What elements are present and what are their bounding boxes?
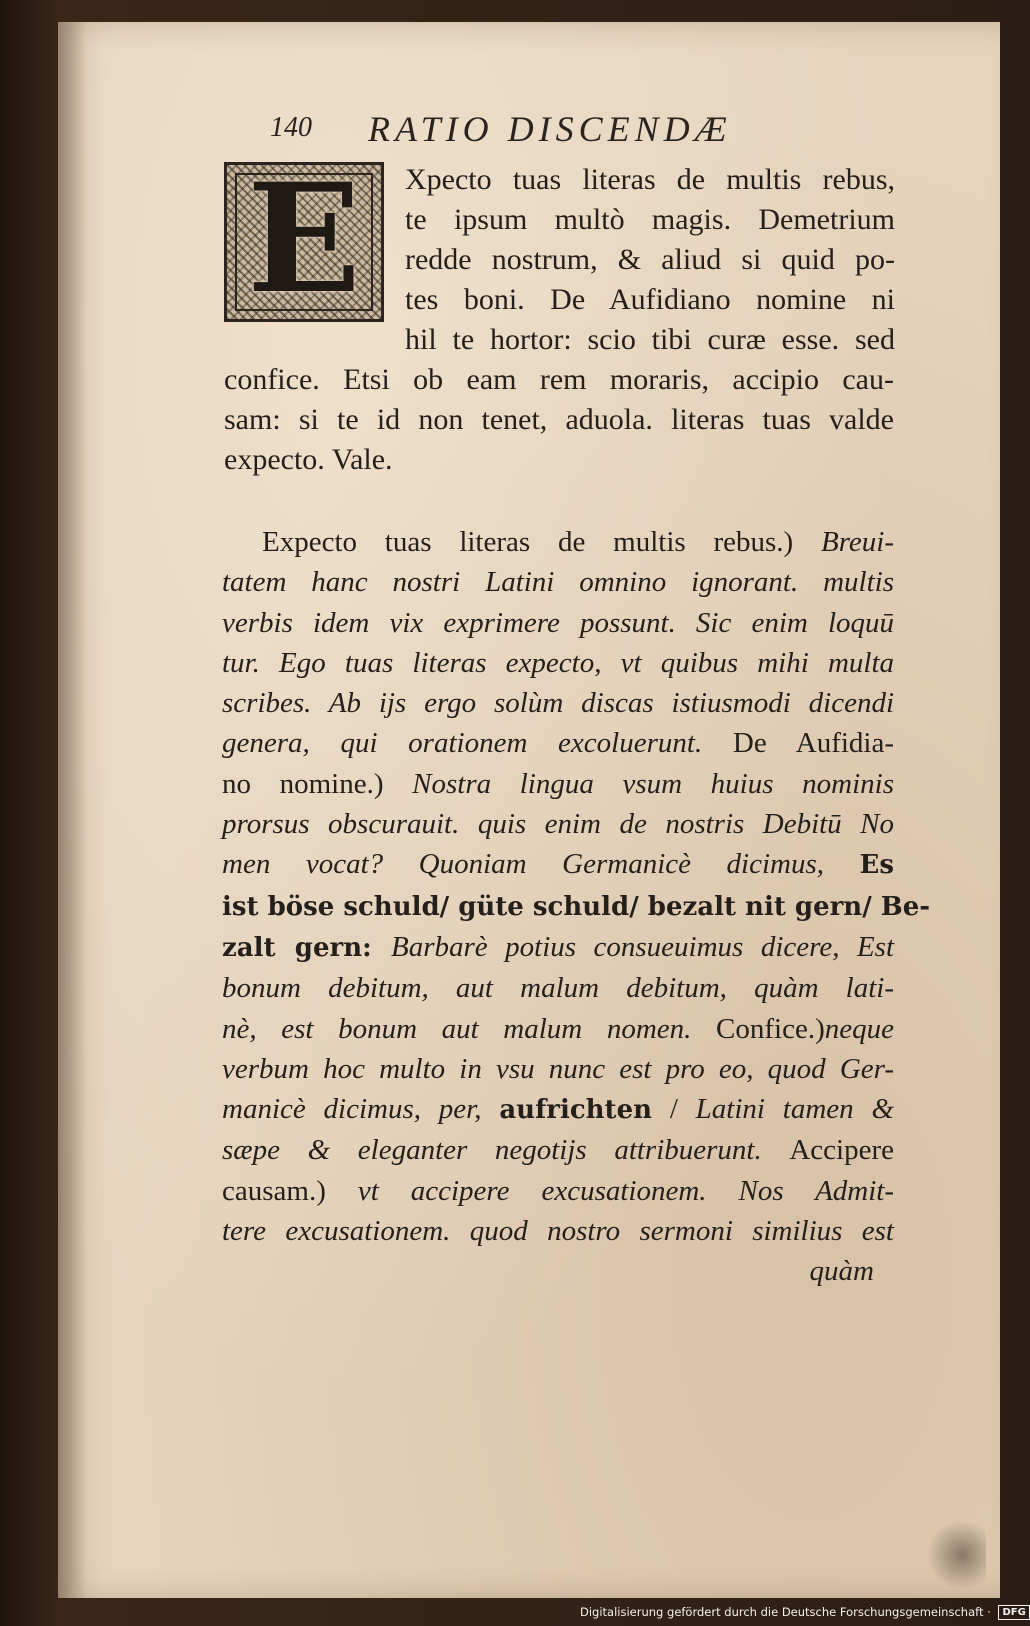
commentary-segment: men vocat? Quoniam Germanicè dicimus, — [222, 848, 860, 881]
commentary-segment: Latini tamen & — [695, 1093, 894, 1126]
commentary-segment: verbis idem vix exprimere possunt. Sic enim loquū — [222, 606, 894, 639]
commentary-line — [222, 968, 894, 1008]
commentary-line — [222, 927, 894, 968]
commentary-line — [222, 683, 894, 723]
letter-line: expecto. Vale. — [224, 443, 393, 476]
commentary-line — [222, 522, 894, 562]
commentary-line — [222, 1171, 894, 1211]
commentary-segment: causam.) — [222, 1174, 358, 1207]
commentary-segment: Nostra lingua vsum huius nominis — [412, 767, 894, 800]
commentary-segment: tere excusationem. quod nostro sermoni similius est — [222, 1215, 894, 1248]
running-title: RATIO DISCENDÆ — [368, 109, 732, 149]
commentary-segment: bonum debitum, aut malum debitum, quàm lati- — [222, 972, 894, 1005]
commentary-segment: vt accipere excusationem. Nos Admit- — [357, 1174, 895, 1207]
letter-line: sam: si te id non tenet, aduola. literas tuas valde — [224, 403, 894, 436]
credit-text: Digitalisierung gefördert durch die Deutsche Forschungsgemeinschaft · — [580, 1605, 991, 1619]
commentary-segment: verbum hoc multo in vsu nunc est pro eo, quod Ger- — [222, 1052, 894, 1085]
commentary-block — [222, 522, 931, 1292]
commentary-segment: sæpe & eleganter negotijs attribuerunt. — [222, 1134, 790, 1167]
commentary-segment: Barbarè potius consueuimus dicere, Est — [391, 930, 894, 963]
commentary-line — [222, 1049, 894, 1089]
running-header — [270, 108, 890, 158]
commentary-segment: zalt gern: — [222, 932, 391, 963]
commentary-segment: tur. Ego tuas literas expecto, vt quibus mihi multa — [222, 646, 894, 679]
catchword: quàm — [809, 1255, 874, 1288]
commentary-line — [222, 723, 894, 763]
commentary-segment: tatem hanc nostri Latini omnino ignorant. multis — [222, 566, 894, 599]
dfg-logo: DFG — [998, 1605, 1029, 1620]
commentary-line — [222, 1211, 894, 1251]
commentary-segment: Confice.) — [716, 1012, 825, 1045]
initial-letter: E — [246, 151, 362, 327]
commentary-segment: Expecto tuas literas de multis rebus.) — [262, 526, 821, 558]
commentary-line — [222, 886, 931, 927]
commentary-segment: no nomine.) — [222, 767, 413, 800]
commentary-line — [222, 562, 894, 602]
commentary-segment: neque — [824, 1012, 894, 1045]
commentary-segment: scribes. Ab ijs ergo solùm discas istiusmodi dicendi — [222, 687, 894, 720]
letter-line: te ipsum multò magis. Demetrium — [405, 203, 895, 236]
commentary-segment: Accipere — [789, 1134, 894, 1167]
commentary-segment: manicè dicimus, per, — [222, 1093, 500, 1126]
commentary-line — [222, 1130, 894, 1170]
commentary-segment: / — [652, 1093, 696, 1126]
commentary-line — [222, 1089, 894, 1130]
digitization-credit — [580, 1602, 1026, 1622]
commentary-line — [222, 603, 894, 643]
commentary-segment: prorsus obscurauit. quis enim de nostris Debitū No — [222, 808, 894, 841]
decorated-initial — [224, 151, 384, 327]
commentary-segment: aufrichten — [499, 1095, 653, 1126]
commentary-line — [222, 1009, 894, 1049]
letter-body-indented — [405, 160, 895, 360]
page-stain — [926, 1520, 986, 1590]
commentary-line — [222, 844, 894, 885]
commentary-line — [222, 764, 894, 804]
commentary-segment: ist böse schuld/ güte schuld/ bezalt nit gern/ Be- — [222, 891, 931, 922]
letter-line: tes boni. De Aufidiano nomine ni — [405, 283, 895, 316]
letter-line: Xpecto tuas literas de multis rebus, — [405, 163, 895, 196]
page-gutter-shadow — [58, 22, 86, 1598]
commentary-line — [222, 643, 894, 683]
letter-body-full — [224, 360, 894, 480]
page-number: 140 — [270, 112, 312, 143]
letter-line: redde nostrum, & aliud si quid po- — [405, 243, 895, 276]
commentary-segment: De Aufidia- — [732, 727, 895, 760]
commentary-segment: nè, est bonum aut malum nomen. — [222, 1012, 717, 1045]
letter-line: hil te hortor: scio tibi curæ esse. sed — [405, 323, 895, 356]
commentary-segment: Es — [859, 850, 894, 881]
letter-line: confice. Etsi ob eam rem moraris, accipio cau- — [224, 363, 894, 396]
commentary-line — [222, 804, 894, 844]
commentary-segment: Breui- — [820, 526, 894, 558]
commentary-segment: genera, qui orationem excoluerunt. — [222, 727, 733, 760]
